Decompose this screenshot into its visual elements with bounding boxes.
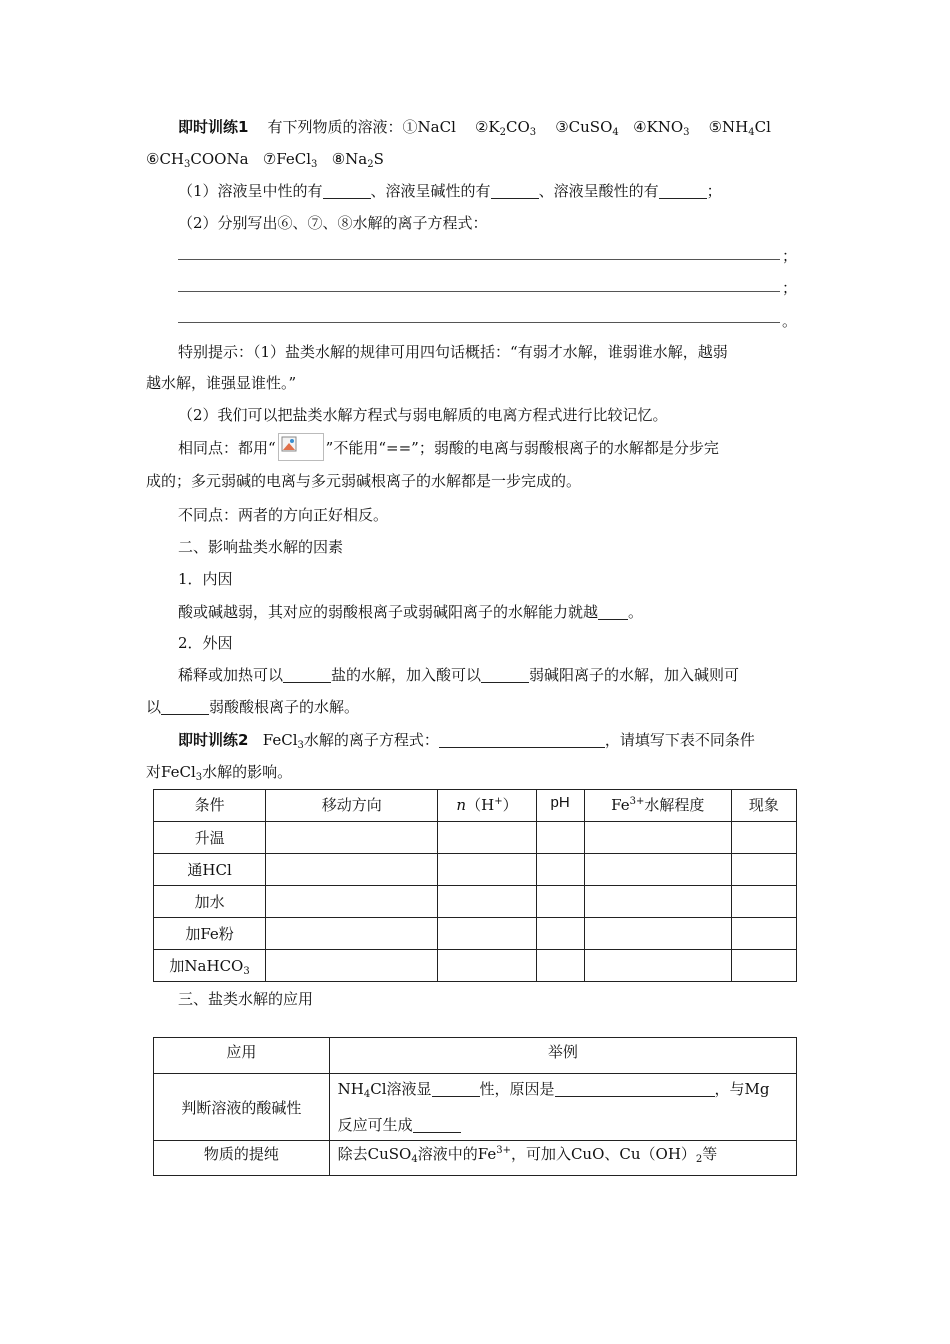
p2-text: 弱酸酸根离子的水解。 [209,698,360,716]
table-row [154,886,797,918]
drill2-text: 水解的影响。 [202,763,293,781]
substance-1: ①NaCl [402,118,456,136]
tip-3a-text: 相同点：都用“ [178,439,276,457]
substance-3: ③CuSO [555,118,613,136]
table-row [154,854,797,886]
header-cell: 举例 [329,1038,796,1074]
answer-cell[interactable] [266,886,438,918]
q1-text: 、溶液呈碱性的有 [370,182,491,200]
condition-cell: 升温 [154,822,266,854]
example-text: 反应可生成 [337,1116,413,1134]
answer-cell[interactable] [266,854,438,886]
image-placeholder-icon [279,434,323,460]
example-text: Cl溶液显 [370,1080,432,1098]
drill2-line2 [146,757,806,793]
answer-cell[interactable] [266,950,438,982]
answer-cell[interactable] [731,854,796,886]
header-h: （H [466,796,495,814]
superscript: + [494,796,503,807]
answer-cell[interactable] [731,918,796,950]
answer-blank[interactable] [439,729,605,748]
answer-cell[interactable] [438,854,536,886]
answer-cell[interactable] [536,886,584,918]
period: 。 [782,312,798,330]
answer-blank[interactable] [555,1078,715,1097]
example-text: ，可加入CuO、Cu（OH） [510,1145,696,1163]
semicolon: ； [782,279,798,297]
answer-cell[interactable] [584,822,731,854]
answer-blank[interactable] [432,1078,480,1097]
drill1-question1 [178,176,838,206]
tip-2: （2）我们可以把盐类水解方程式与弱电解质的电离方程式进行比较记忆。 [178,406,668,424]
answer-cell[interactable] [731,822,796,854]
drill1-question2: （2）分别写出⑥、⑦、⑧水解的离子方程式： [178,214,488,232]
table-row [154,950,797,982]
subscript: 3 [195,772,203,783]
substance-8: ⑧Na [331,150,368,168]
answer-blank[interactable] [323,180,371,199]
p2-text: 以 [146,698,162,716]
drill2-text: 水解的离子方程式： [303,731,439,749]
example-text: 除去CuSO [337,1145,412,1163]
header-degree: 水解程度 [644,796,705,814]
drill2-text: 对FeCl [146,763,196,781]
answer-cell[interactable] [536,950,584,982]
tip-3a [178,433,838,463]
section2-p2-cont [146,692,806,722]
table-row [154,1074,797,1141]
example-text: 溶液中的Fe [417,1145,497,1163]
drill2-heading: 即时训练2 [178,731,249,749]
example-text: 性，原因是 [479,1080,555,1098]
tip-4: 不同点：两者的方向正好相反。 [178,506,389,524]
substance-2: ②K [474,118,500,136]
application-table [153,1037,797,1176]
application-cell: 物质的提纯 [154,1141,330,1176]
header-paren: ） [502,796,518,814]
q1-text: ； [706,182,722,200]
substance-7: ⑦FeCl [262,150,312,168]
answer-line-3[interactable] [178,322,780,323]
header-fe: Fe [611,796,630,814]
subscript: 2 [695,1154,703,1165]
tip-3c: 成的；多元弱碱的电离与多元弱碱根离子的水解都是一步完成的。 [146,472,582,490]
answer-cell[interactable] [438,886,536,918]
answer-cell[interactable] [536,854,584,886]
answer-cell[interactable] [584,918,731,950]
table-row [154,822,797,854]
p2-text: 弱碱阳离子的水解，加入碱则可 [529,666,740,684]
subscript: 4 [748,127,755,138]
condition-cell: 加水 [154,886,266,918]
answer-cell[interactable] [266,918,438,950]
section2-p1 [178,597,838,627]
subscript: 2 [367,159,374,170]
tip-3b-text: ”不能用“==”；弱酸的电离与弱酸根离子的水解都是分步完 [325,439,719,457]
answer-cell[interactable] [731,950,796,982]
answer-cell[interactable] [584,950,731,982]
subscript: 4 [411,1154,418,1165]
answer-blank[interactable] [413,1114,461,1133]
subscript: 3 [243,965,250,977]
example-cell [329,1141,796,1176]
substance-4: ④KNO [633,118,684,136]
section3-title: 三、盐类水解的应用 [178,990,314,1008]
answer-blank[interactable] [283,664,331,683]
drill2-text: ，请填写下表不同条件 [604,731,755,749]
answer-blank[interactable] [481,664,529,683]
section2-h2: 2．外因 [178,634,233,652]
subscript: 3 [529,127,537,138]
answer-cell[interactable] [536,918,584,950]
drill1-line2 [146,144,806,180]
substance-6-tail: COONa [190,150,249,168]
subscript: 3 [683,127,690,138]
drill1-line1: 即时训练1 有下列物质的溶液：①NaCl $②K_2CO_3$ ③CuSO$_4$ $④KNO_3$ $⑤NH_4Cl$ [178,118,771,138]
example-text: ，与Mg [714,1080,770,1098]
drill1-intro: 有下列物质的溶液： [267,118,403,136]
header-n: n [456,796,467,814]
substance-8-tail: S [373,150,384,168]
substance-5: ⑤NH [708,118,749,136]
q1-text: （1）溶液呈中性的有 [178,182,323,200]
answer-cell[interactable] [584,854,731,886]
application-cell: 判断溶液的酸碱性 [154,1074,330,1141]
condition-cell: 加Fe粉 [154,918,266,950]
answer-cell[interactable] [266,822,438,854]
answer-cell[interactable] [731,886,796,918]
drill2-line1 [178,725,838,761]
superscript: 3+ [629,796,645,807]
q1-text: 、溶液呈酸性的有 [538,182,659,200]
header-cell [438,790,536,822]
p1-text: 酸或碱越弱，其对应的弱酸根离子或弱碱阳离子的水解能力就越 [178,603,599,621]
table-header-row [154,790,797,822]
tip-1b: 越水解，谁强显谁性。” [146,374,297,392]
header-cell: 移动方向 [266,790,438,822]
superscript: 3+ [496,1145,511,1156]
condition-text: 加NaHCO [169,956,244,975]
p2-text: 盐的水解，加入酸可以 [331,666,482,684]
table-header-row [154,1038,797,1074]
subscript: 4 [612,127,619,138]
answer-line-1[interactable] [178,259,780,260]
substance-5-tail: Cl [754,118,771,136]
subscript: 4 [363,1089,371,1100]
answer-blank[interactable] [491,180,539,199]
answer-cell[interactable] [438,950,536,982]
p2-text: 稀释或加热可以 [178,666,284,684]
tip-1a: 特别提示：（1）盐类水解的规律可用四句话概括：“有弱才水解，谁弱谁水解，越弱 [178,343,728,361]
subscript: 3 [184,159,191,170]
example-text: NH [337,1080,364,1098]
answer-blank[interactable] [659,180,707,199]
semicolon: ； [782,247,798,265]
answer-cell[interactable] [584,886,731,918]
subscript: 2 [499,127,506,138]
answer-blank[interactable] [598,601,628,620]
answer-cell[interactable] [438,918,536,950]
condition-cell: 通HCl [154,854,266,886]
section2-p2 [178,660,838,690]
header-cell: 应用 [154,1038,330,1074]
header-cell: 条件 [154,790,266,822]
section2-title: 二、影响盐类水解的因素 [178,538,344,556]
substance-6: ⑥CH [146,150,185,168]
p1-text: 。 [628,603,644,621]
drill2-text: FeCl [262,731,298,749]
fecl3-conditions-table [153,789,797,982]
answer-cell[interactable] [438,822,536,854]
example-cell [329,1074,796,1141]
header-cell [584,790,731,822]
reversible-arrow-image [278,433,324,461]
header-cell: pH [536,790,584,822]
header-cell: 现象 [731,790,796,822]
drill1-heading: 即时训练1 [178,118,249,136]
subscript: 3 [297,740,304,751]
example-text: 等 [702,1145,718,1163]
table-row [154,1141,797,1176]
answer-line-2[interactable] [178,291,780,292]
answer-blank[interactable] [161,696,209,715]
table-row [154,918,797,950]
section2-h1: 1．内因 [178,570,233,588]
subscript: 3 [311,159,318,170]
answer-cell[interactable] [536,822,584,854]
condition-cell [154,950,266,982]
